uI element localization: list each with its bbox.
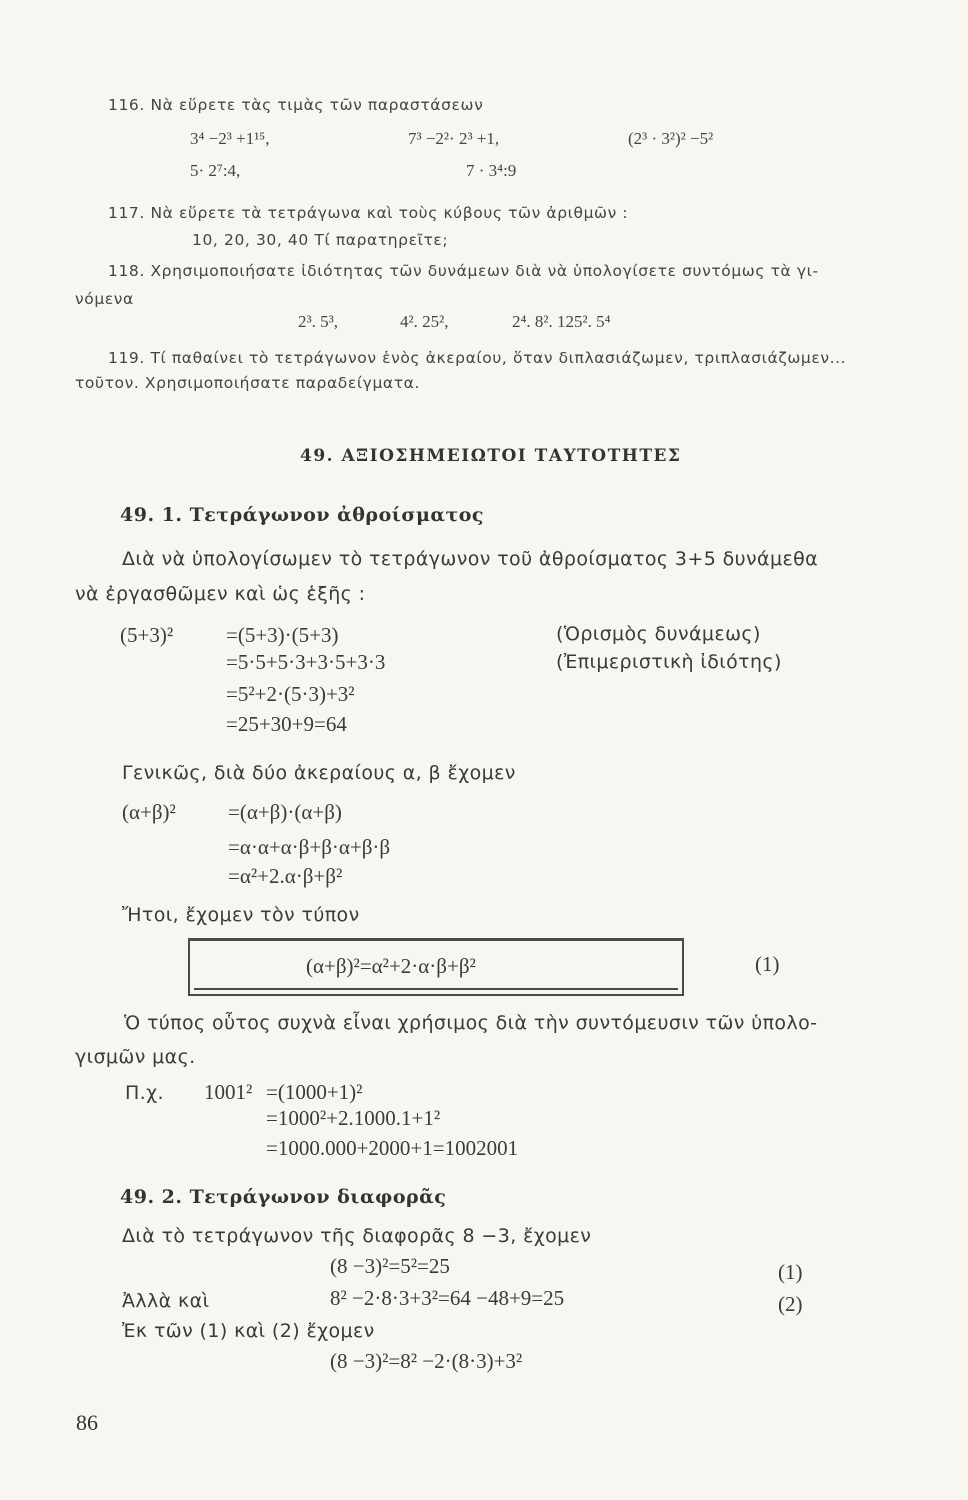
subsection-1-intro-line-1: Διὰ νὰ ὑπολογίσωμεν τὸ τετράγωνον τοῦ ἀθροίσματος 3+5 δυνάμεθα: [122, 548, 819, 570]
exercise-118-prompt: 118. Χρησιμοποιήσατε ἰδιότητας τῶν δυνάμεων διὰ νὰ ὑπολογίσετε συντόμως τὰ γι-: [108, 262, 819, 280]
exercise-117-numbers: 10, 20, 30, 40 Τί παρατηρεῖτε;: [192, 231, 449, 249]
subsection-1-heading: 49. 1. Τετράγωνον ἀθροίσματος: [120, 504, 484, 526]
exercise-116-expr-5: 7 · 3⁴:9: [466, 161, 517, 180]
exercise-118-expr-2: 4². 25²,: [400, 312, 449, 331]
exercise-116-prompt: 116. Νὰ εὕρετε τὰς τιμὰς τῶν παραστάσεων: [108, 96, 484, 114]
usefulness-line-2: γισμῶν μας.: [75, 1046, 196, 1068]
calc-2-line-3: =α²+2.α·β+β²: [228, 864, 343, 888]
exercise-117-prompt: 117. Νὰ εὕρετε τὰ τετράγωνα καὶ τοὺς κύβους τῶν ἀριθμῶν :: [108, 204, 629, 222]
exercise-119-prompt: 119. Τί παθαίνει τὸ τετράγωνον ἑνὸς ἀκεραίου, ὅταν διπλασιάζωμεν, τριπλασιάζωμεν...: [108, 349, 847, 367]
calc-2-line-2: =α·α+α·β+β·α+β·β: [228, 835, 391, 859]
exercise-116-expr-3: (2³ · 3²)² −5²: [628, 129, 714, 148]
diff-line-3: (8 −3)²=8² −2·(8·3)+3²: [330, 1349, 523, 1373]
page-number: 86: [76, 1410, 98, 1435]
calc-2-line-1: =(α+β)·(α+β): [228, 800, 342, 824]
exercise-118-expr-3: 2⁴. 8². 125². 5⁴: [512, 312, 611, 331]
calc-1-lhs: (5+3)²: [120, 623, 174, 647]
exercise-116-expr-2: 7³ −2²· 2³ +1,: [408, 129, 500, 148]
calc-1-line-1: =(5+3)·(5+3): [226, 623, 339, 647]
exercise-119-continuation: τοῦτον. Χρησιμοποιήσατε παραδείγματα.: [75, 374, 421, 392]
calc-1-line-3: =5²+2·(5·3)+3²: [226, 682, 355, 706]
diff-line-1-number: (1): [778, 1260, 803, 1284]
but-also-label: Ἀλλὰ καὶ: [122, 1290, 210, 1312]
calc-1-note-distributive: (Ἐπιμεριστικὴ ἰδιότης): [556, 651, 782, 673]
calc-1-line-2: =5·5+5·3+3·5+3·3: [226, 650, 386, 674]
subsection-2-intro: Διὰ τὸ τετράγωνον τῆς διαφορᾶς 8 −3, ἔχομεν: [122, 1225, 592, 1247]
example-line-3: =1000.000+2000+1=1002001: [266, 1136, 519, 1160]
example-line-1: =(1000+1)²: [266, 1080, 363, 1104]
general-statement: Γενικῶς, διὰ δύο ἀκεραίους α, β ἔχομεν: [122, 762, 516, 784]
diff-line-2: 8² −2·8·3+3²=64 −48+9=25: [330, 1286, 565, 1310]
hence-line: Ἤτοι, ἔχομεν τὸν τύπον: [122, 904, 360, 926]
example-line-2: =1000²+2.1000.1+1²: [266, 1106, 441, 1130]
from-statement: Ἐκ τῶν (1) καὶ (2) ἔχομεν: [122, 1320, 375, 1342]
exercise-116-expr-1: 3⁴ −2³ +1¹⁵,: [190, 129, 270, 148]
calc-1-note-definition: (Ὁρισμὸς δυνάμεως): [556, 623, 761, 645]
exercise-118-expr-1: 2³. 5³,: [298, 312, 338, 331]
subsection-1-intro-line-2: νὰ ἐργασθῶμεν καὶ ὡς ἑξῆς :: [75, 583, 366, 605]
exercise-118-continuation: νόμενα: [75, 290, 134, 308]
formula-number: (1): [755, 952, 780, 976]
calc-1-line-4: =25+30+9=64: [226, 712, 347, 736]
calc-2-lhs: (α+β)²: [122, 800, 176, 824]
subsection-2-heading: 49. 2. Τετράγωνον διαφορᾶς: [120, 1186, 447, 1208]
example-lhs: 1001²: [204, 1080, 253, 1104]
diff-line-2-number: (2): [778, 1292, 803, 1316]
formula-square-of-sum: (α+β)²=α²+2·α·β+β²: [306, 954, 476, 978]
usefulness-line-1: Ὁ τύπος οὗτος συχνὰ εἶναι χρήσιμος διὰ τὴν συντόμευσιν τῶν ὑπολο-: [124, 1012, 818, 1034]
diff-line-1: (8 −3)²=5²=25: [330, 1254, 450, 1278]
exercise-116-expr-4: 5· 2⁷:4,: [190, 161, 241, 180]
section-title: 49. ΑΞΙΟΣΗΜΕΙΩΤΟΙ ΤΑΥΤΟΤΗΤΕΣ: [300, 446, 682, 466]
example-label: Π.χ.: [125, 1082, 164, 1104]
